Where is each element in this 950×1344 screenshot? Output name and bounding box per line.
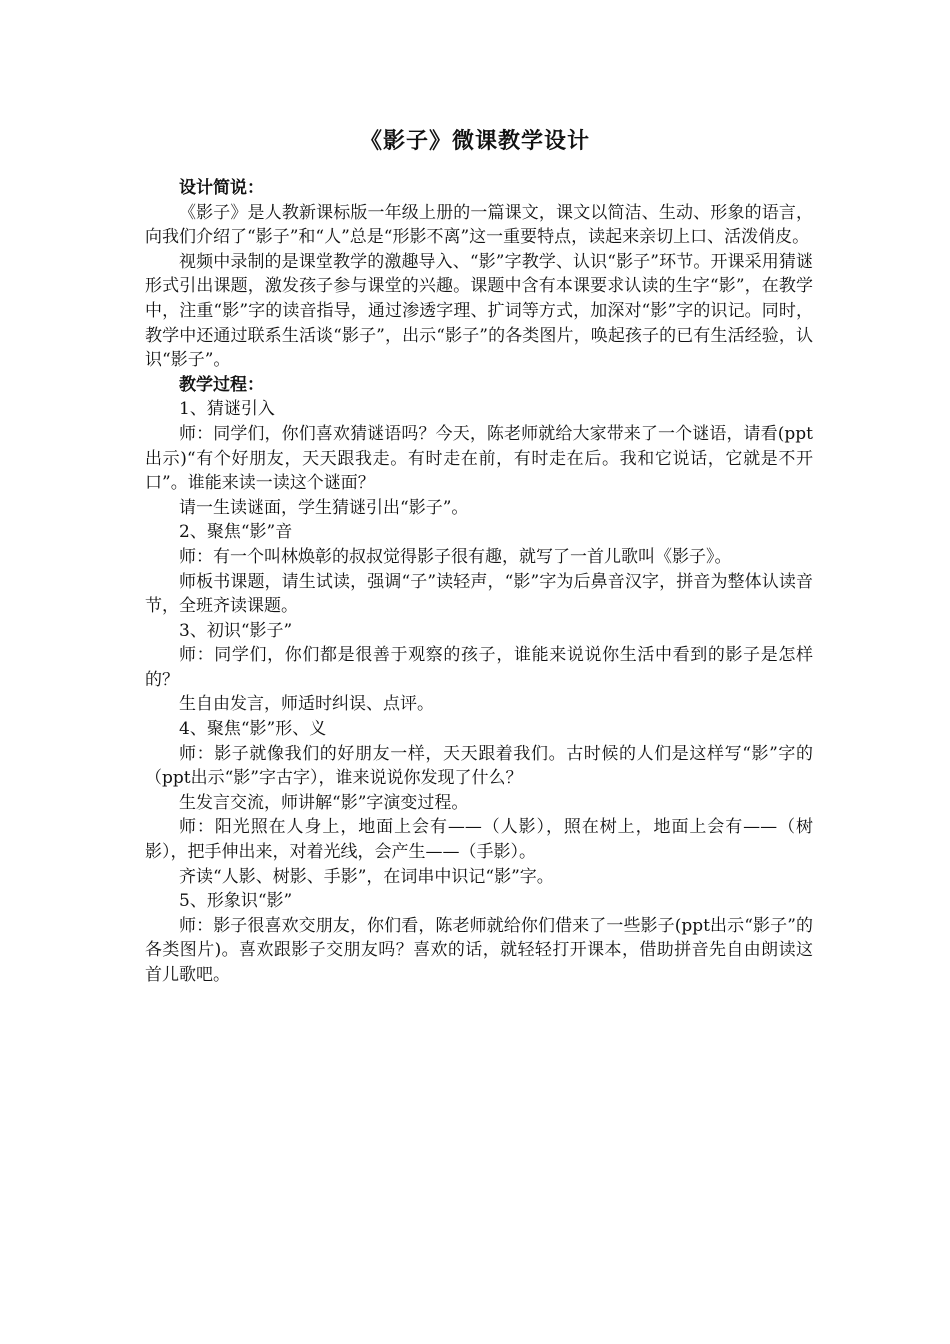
paragraph: 师：同学们，你们喜欢猜谜语吗？今天，陈老师就给大家带来了一个谜语，请看(ppt出示)“有个好朋友，天天跟我走。有时走在前，有时走在后。我和它说话，它就是不开口”。谁能来读一读这个谜面？ — [145, 423, 813, 494]
section-heading-teaching-process: 教学过程： — [179, 374, 264, 395]
document-body — [145, 176, 813, 988]
paragraph: 视频中录制的是课堂教学的激趣导入、“影”字教学、认识“影子”环节。开课采用猜谜形式引出课题，激发孩子参与课堂的兴趣。课题中含有本课要求认读的生字“影”，在教学中，注重“影”字的读音指导，通过渗透字理、扩词等方式，加深对“影”字的识记。同时，教学中还通过联系生活谈“影子”，出示“影子”的各类图片，唤起孩子的已有生活经验，认识“影子”。 — [145, 251, 813, 371]
step-heading: 2、聚焦“影”音 — [179, 522, 293, 543]
paragraph: 师：有一个叫林焕彰的叔叔觉得影子很有趣，就写了一首儿歌叫《影子》。 — [179, 546, 732, 567]
paragraph: 师：同学们，你们都是很善于观察的孩子，谁能来说说你生活中看到的影子是怎样的？ — [145, 645, 813, 690]
step-heading: 1、猜谜引入 — [179, 399, 275, 420]
paragraph: 师板书课题，请生试读，强调“子”读轻声，“影”字为后鼻音汉字，拼音为整体认读音节，全班齐读课题。 — [145, 571, 813, 617]
paragraph: 《影子》是人教新课标版一年级上册的一篇课文，课文以简洁、生动、形象的语言，向我们介绍了“影子”和“人”总是“形影不离”这一重要特点，读起来亲切上口、活泼俏皮。 — [145, 202, 813, 248]
step-heading: 5、形象识“影” — [179, 891, 293, 912]
paragraph: 请一生读谜面，学生猜谜引出“影子”。 — [179, 497, 469, 518]
step-heading: 4、聚焦“影”形、义 — [179, 719, 327, 740]
paragraph: 师：阳光照在人身上，地面上会有——（人影），照在树上，地面上会有——（树影），把手伸出来，对着光线，会产生——（手影）。 — [145, 817, 813, 863]
step-heading: 3、初识“影子” — [179, 620, 293, 641]
paragraph: 师：影子就像我们的好朋友一样，天天跟着我们。古时候的人们是这样写“影”字的（ppt出示“影”字古字），谁来说说你发现了什么？ — [145, 743, 813, 789]
section-heading-design-summary: 设计简说： — [179, 178, 264, 198]
paragraph: 齐读“人影、树影、手影”，在词串中识记“影”字。 — [179, 866, 554, 887]
paragraph: 生发言交流，师讲解“影”字演变过程。 — [179, 792, 469, 813]
paragraph: 师：影子很喜欢交朋友，你们看，陈老师就给你们借来了一些影子(ppt出示“影子”的各类图片)。喜欢跟影子交朋友吗？喜欢的话，就轻轻打开课本，借助拼音先自由朗读这首儿歌吧。 — [145, 915, 813, 985]
document-title: 《影子》微课教学设计 — [359, 128, 590, 154]
paragraph: 生自由发言，师适时纠误、点评。 — [179, 694, 434, 715]
